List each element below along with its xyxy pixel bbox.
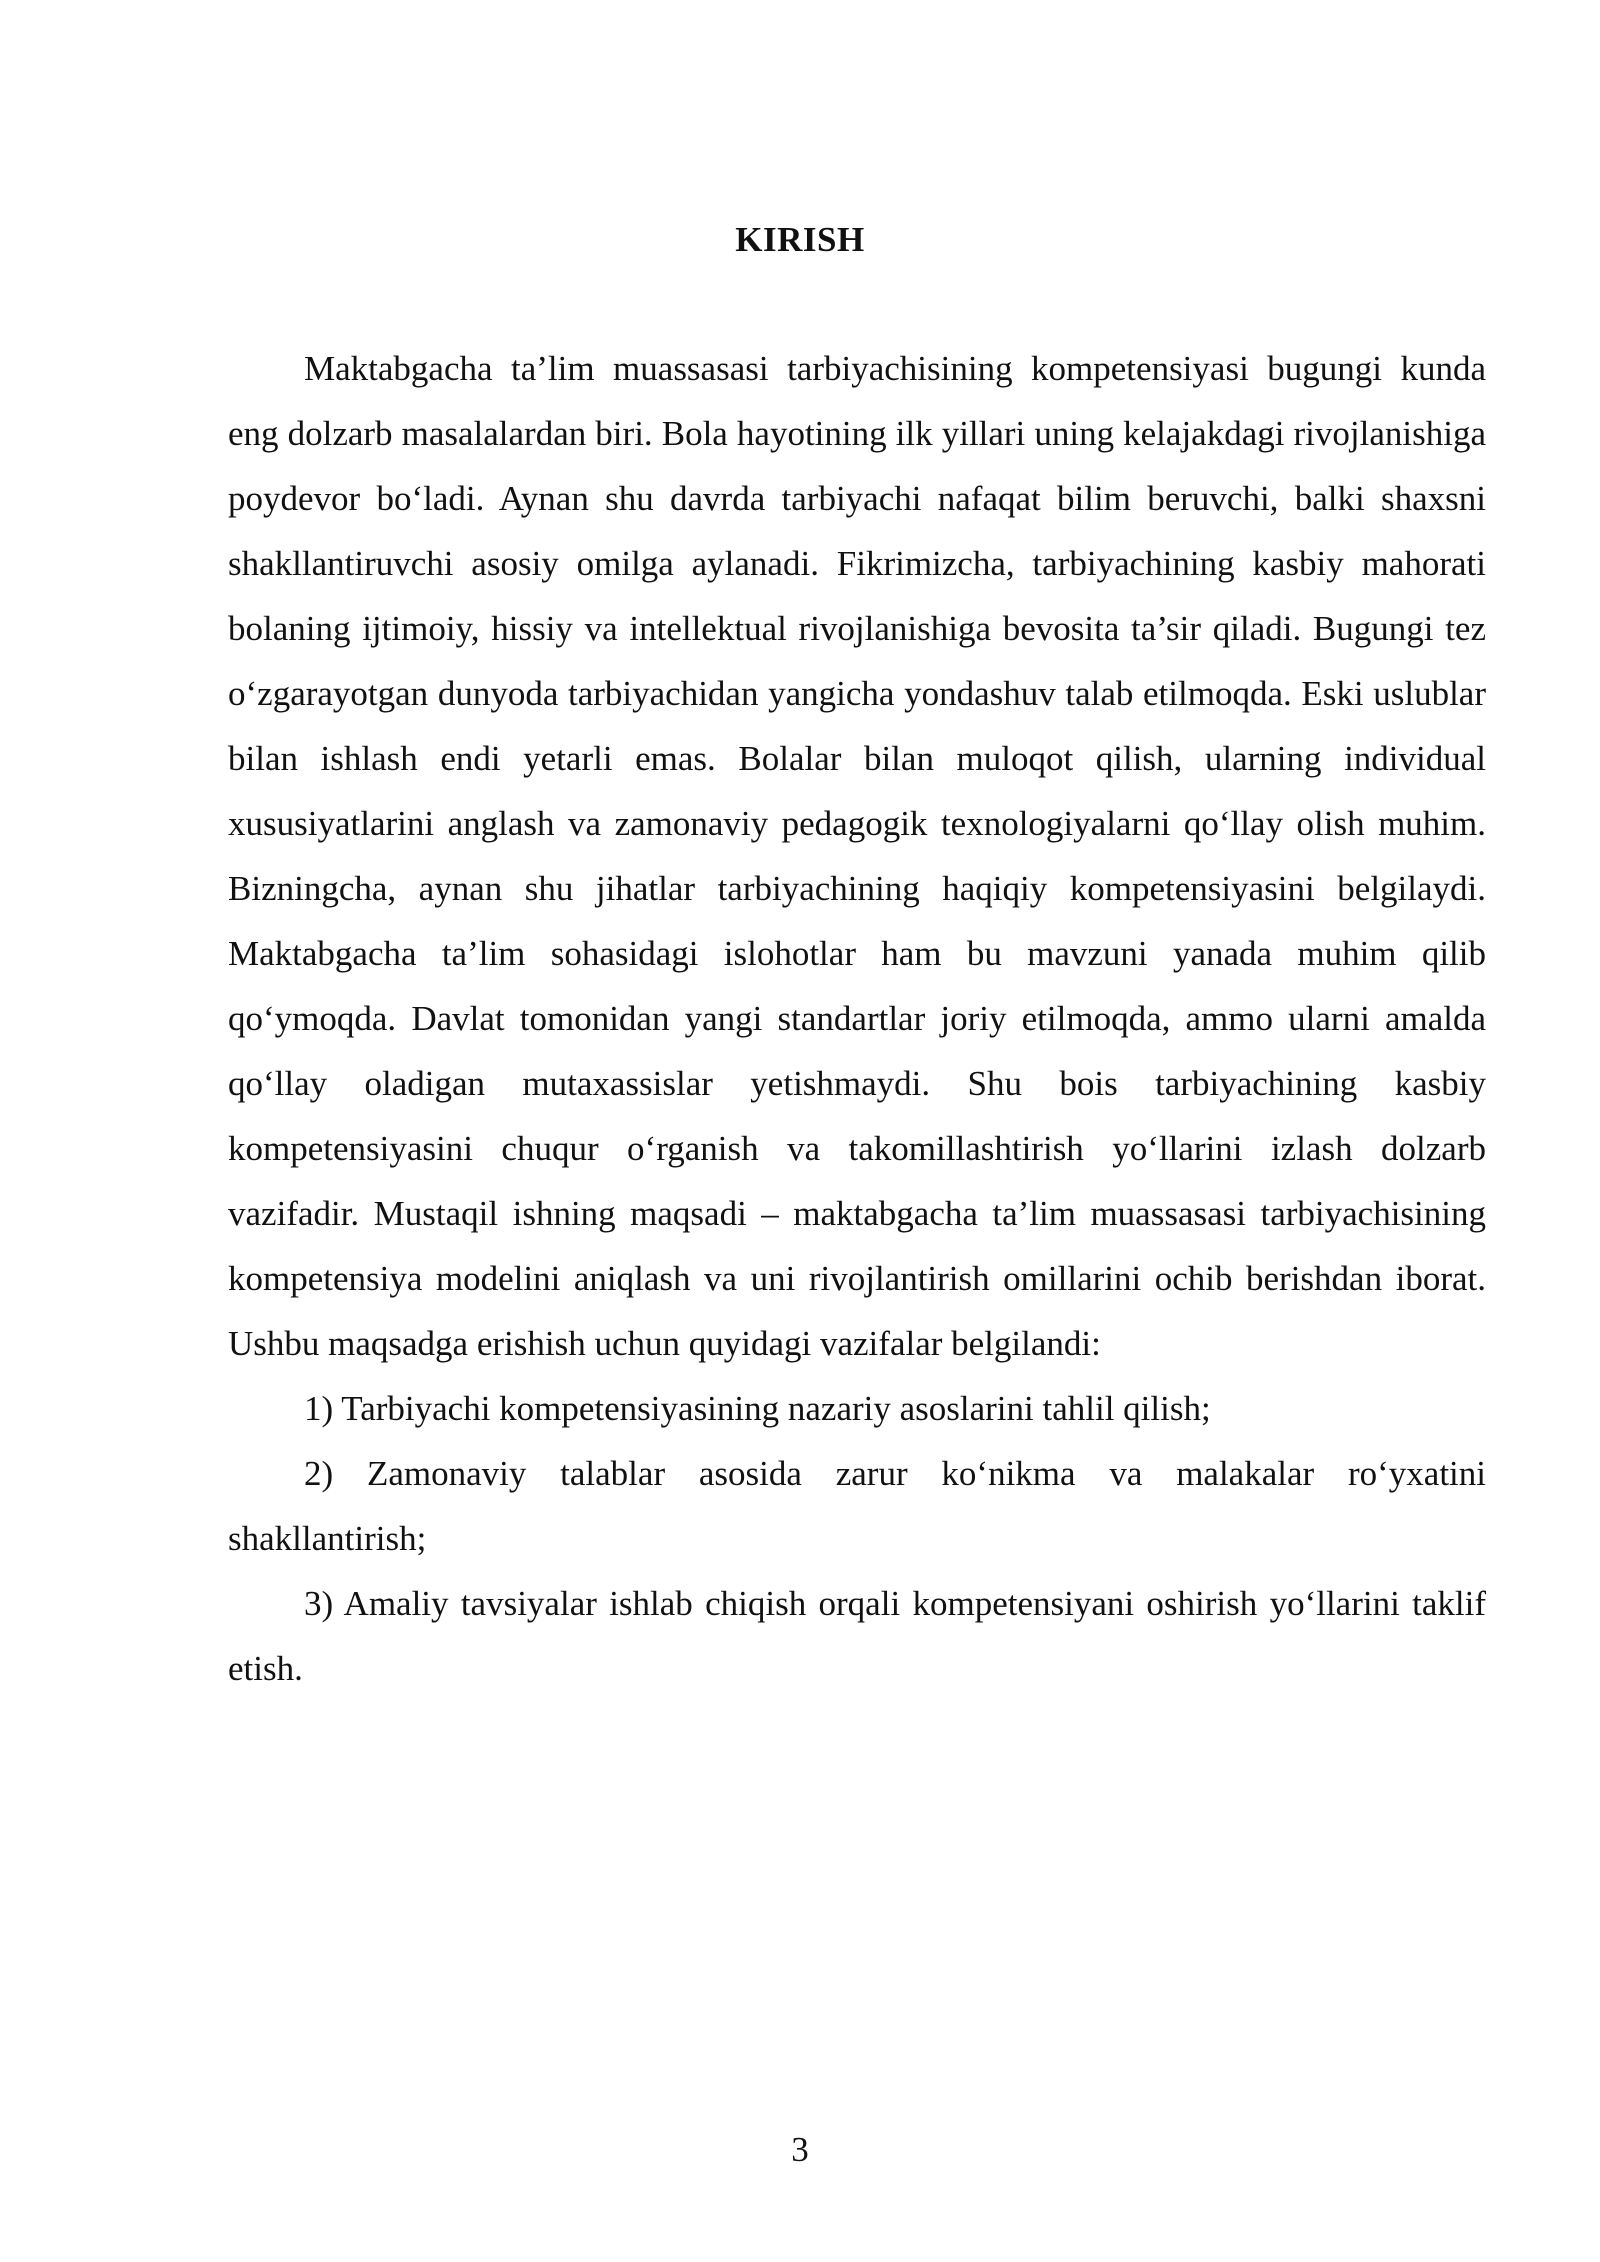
task-item-1: 1) Tarbiyachi kompetensiyasining nazariy asoslarini tahlil qilish; [304, 1389, 1211, 1428]
intro-paragraph: Maktabgacha ta’lim muassasasi tarbiyachisining kompetensiyasi bugungi kunda eng dolzarb masalalardan biri. Bola hayotining ilk yillari uning kelajakdagi rivojlanishiga poydevor bo‘ladi. Aynan shu davrda tarbiyachi nafaqat bilim beruvchi, balki shaxsni shakllantiruvchi asosiy omilga aylanadi. Fikrimizcha, tarbiyachining kasbiy mahorati bolaning ijtimoiy, hissiy va intellektual rivojlanishiga bevosita ta’sir qiladi. Bugungi tez o‘zgarayotgan dunyoda tarbiyachidan yangicha yondashuv talab etilmoqda. Eski uslublar bilan ishlash endi yetarli emas. Bolalar bilan muloqot qilish, ularning individual xususiyatlarini anglash va zamonaviy pedagogik texnologiyalarni qo‘llay olish muhim. Bizningcha, aynan shu jihatlar tarbiyachining haqiqiy kompetensiyasini belgilaydi. Maktabgacha ta’lim sohasidagi islohotlar ham bu mavzuni yanada muhim qilib qo‘ymoqda. Davlat tomonidan yangi standartlar joriy etilmoqda, ammo ularni amalda qo‘llay oladigan mutaxassislar yetishmaydi. Shu bois tarbiyachining kasbiy kompetensiyasini chuqur o‘rganish va takomillashtirish yo‘llarini izlash dolzarb vazifadir. Mustaqil ishning maqsadi – maktabgacha ta’lim muassasasi tarbiyachisining kompetensiya modelini aniqlash va uni rivojlantirish omillarini ochib berishdan iborat. Ushbu maqsadga erishish uchun quyidagi vazifalar belgilandi: [228, 349, 1486, 1363]
body-text [228, 336, 1486, 1701]
page-title: KIRISH [735, 220, 865, 259]
page-number: 3 [791, 2130, 809, 2169]
task-item-3: 3) Amaliy tavsiyalar ishlab chiqish orqali kompetensiyani oshirish yo‘llarini taklif etish. [228, 1584, 1486, 1688]
task-item-2: 2) Zamonaviy talablar asosida zarur ko‘nikma va malakalar ro‘yxatini shakllantirish; [228, 1454, 1486, 1558]
